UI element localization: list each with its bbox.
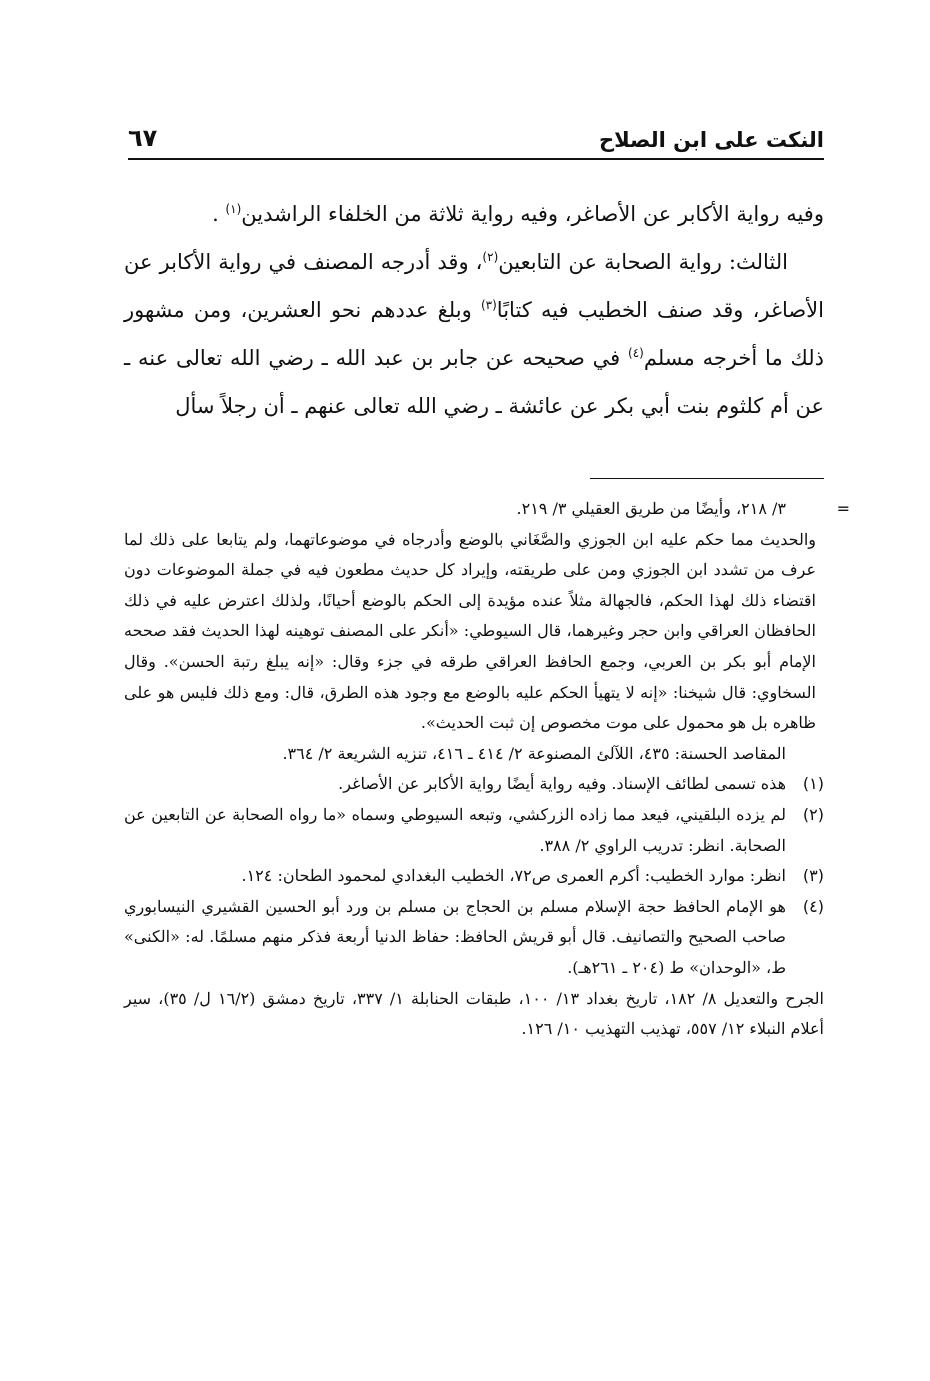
running-header — [128, 118, 824, 152]
paragraph-1-end: . — [212, 202, 226, 226]
footnote-continuation — [124, 494, 850, 769]
paragraph-2-text-d: في صحيحه عن جابر بن عبد الله ـ رضي الله تعالى عنه ـ عن أم كلثوم بنت أبي بكر عن عائشة ـ رضي الله تعالى عنهم ـ أن رجلاً سأل — [124, 346, 824, 418]
header-rule — [128, 158, 824, 160]
page-number: ٦٧ — [128, 124, 158, 152]
footnote-1 — [124, 769, 824, 800]
footnote-text: انظر: موارد الخطيب: أكرم العمرى ص٧٢، الخطيب البغدادي لمحمود الطحان: ١٢٤. — [241, 866, 786, 886]
footnote-text: هو الإمام الحافظ حجة الإسلام مسلم بن الحجاج بن مسلم بن ورد أبو الحسين القشيري النيسابوري صاحب الصحيح والتصانيف. قال أبو قريش الحافظ: حفاظ الدنيا أربعة فذكر منهم مسلمًا. له: «الكنى» ط، «الوحدان» ط (٢٠٤ ـ ٢٦١هـ). — [124, 896, 786, 977]
footnote-number: (٤) — [802, 896, 824, 916]
paragraph-1-text: وفيه رواية الأكابر عن الأصاغر، وفيه رواية ثلاثة من الخلفاء الراشدين — [241, 202, 824, 226]
main-text — [124, 190, 824, 430]
footnote-ref-1: (١) — [225, 202, 242, 216]
footnote-number: (٢) — [802, 804, 824, 824]
running-title: النكت على ابن الصلاح — [598, 128, 824, 152]
footnote-ref-4: (٤) — [628, 346, 644, 360]
footnote-text: لم يزده البلقيني، فيعد مما زاده الزركشي، وتبعه السيوطي وسماه «ما رواه الصحابة عن التابعين عن الصحابة. انظر: تدريب الراوي ٢/ ٣٨٨. — [124, 804, 786, 855]
footnote-4 — [124, 892, 824, 984]
footnote-text: هذه تسمى لطائف الإسناد. وفيه رواية أيضًا رواية الأكابر عن الأصاغر. — [338, 774, 786, 794]
footnote-ref-3: (٣) — [480, 298, 497, 312]
continuation-paragraph: والحديث مما حكم عليه ابن الجوزي والصَّغَاني بالوضع وأدرجاه في موضوعاتهما، ولم يتابعا على ذلك لما عرف من تشدد ابن الجوزي ومن على طريقته، وإيراد كل حديث مطعون فيه في جملة الموضوعات دون اقتضاء ذلك لهذا الحكم، فالجهالة مثلاً عنده مؤيدة إلى الحكم بالوضع أحيانًا، ولذلك اعترض عليه في ذلك الحافظان العراقي وابن حجر وغيرهما، قال السيوطي: «أنكر على المصنف توهينه لهذا الحديث فقد صححه الإمام أبو بكر بن العربي، وجمع الحافظ العراقي طرقه في جزء وقال: «إنه يبلغ رتبة الحسن». وقال السخاوي: قال شيخنا: «إنه لا يتهيأ الحكم عليه بالوضع مع وجود هذه الطرق، قال: ومع ذلك فليس هو على ظاهره بل هو محمول على موت مخصوص إن ثبت الحديث». — [124, 529, 817, 733]
footnote-ref-2: (٢) — [482, 250, 499, 264]
paragraph-2-text-c: وبلغ عددهم نحو العشرين، ومن مشهور ذلك ما أخرجه مسلم — [124, 298, 824, 370]
footnote-2 — [124, 800, 824, 861]
footnotes — [124, 494, 850, 1045]
footnote-number: (٣) — [802, 866, 824, 886]
footnote-3 — [124, 861, 824, 892]
continuation-mark: = — [836, 499, 850, 518]
paragraph-2 — [124, 238, 824, 430]
paragraph-2-text-a: الثالث: رواية الصحابة عن التابعين — [498, 250, 788, 274]
paragraph-1 — [124, 190, 824, 238]
continuation-sources: المقاصد الحسنة: ٤٣٥، اللآلئ المصنوعة ٢/ ٤١٤ ـ ٤١٦، تنزيه الشريعة ٢/ ٣٦٤. — [282, 743, 786, 763]
footnote-4-sources: الجرح والتعديل ٨/ ١٨٢، تاريخ بغداد ١٣/ ١٠٠، طبقات الحنابلة ١/ ٣٣٧، تاريخ دمشق (١٦/٢ ل/ ٣٥)، سير أعلام النبلاء ١٢/ ٥٥٧، تهذيب التهذيب ١٠/ ١٢٦. — [124, 988, 825, 1039]
paragraph-2-text-b: ، وقد أدرجه المصنف في رواية الأكابر عن الأصاغر، وقد صنف الخطيب فيه كتابًا — [124, 250, 824, 322]
continuation-line-1: ٣/ ٢١٨، وأيضًا من طريق العقيلي ٣/ ٢١٩. — [516, 499, 786, 518]
footnote-separator — [590, 478, 824, 479]
footnote-number: (١) — [802, 774, 824, 794]
